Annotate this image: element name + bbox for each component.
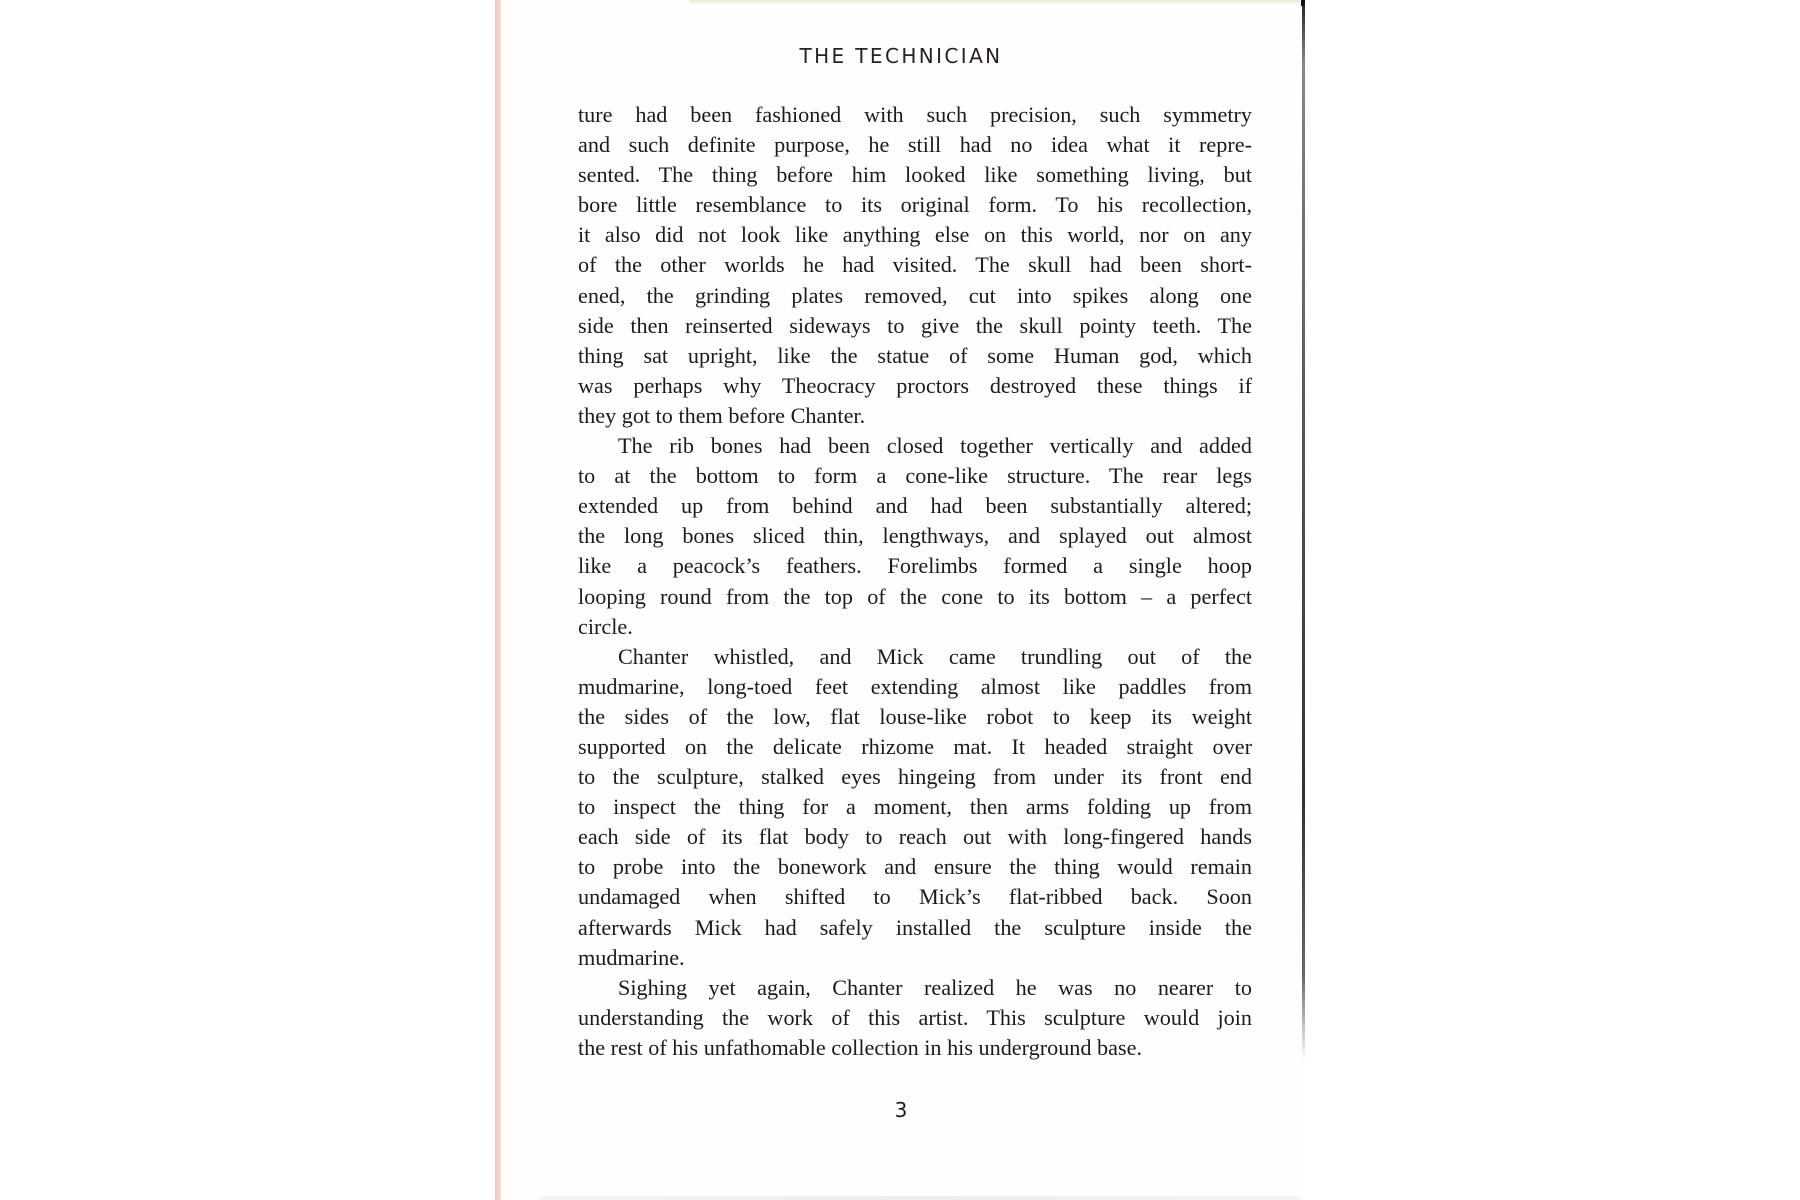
paragraph	[578, 100, 1252, 431]
text-line: mudmarine, long-toed feet extending almost like paddles from	[578, 673, 1252, 699]
text-line: Sighing yet again, Chanter realized he was no nearer to	[618, 974, 1252, 1000]
page-corner-mark	[1301, 0, 1305, 6]
text-line: to probe into the bonework and ensure the thing would remain	[578, 854, 1252, 880]
text-line: Chanter whistled, and Mick came trundling out of the	[618, 643, 1252, 669]
text-line: undamaged when shifted to Mick’s flat-ribbed back. Soon	[578, 884, 1252, 910]
paragraph	[578, 973, 1252, 1063]
text-line: circle.	[578, 613, 633, 639]
text-line: each side of its flat body to reach out with long-fingered hands	[578, 824, 1252, 850]
text-line: sented. The thing before him looked like something living, but	[578, 162, 1252, 188]
text-line: it also did not look like anything else on this world, nor on any	[578, 222, 1252, 248]
page-number: 3	[894, 1098, 908, 1122]
text-line: understanding the work of this artist. This sculpture would join	[578, 1004, 1252, 1030]
text-line: The rib bones had been closed together vertically and added	[618, 433, 1252, 459]
text-line: like a peacock’s feathers. Forelimbs formed a single hoop	[578, 553, 1252, 579]
text-line: to inspect the thing for a moment, then arms folding up from	[578, 794, 1252, 820]
text-line: looping round from the top of the cone to its bottom – a perfect	[578, 583, 1252, 609]
text-line: afterwards Mick had safely installed the sculpture inside the	[578, 914, 1252, 940]
text-line: the rest of his unfathomable collection in his underground base.	[578, 1034, 1143, 1060]
text-line: ture had been fashioned with such precision, such symmetry	[578, 102, 1252, 127]
text-line: to the sculpture, stalked eyes hingeing from under its front end	[578, 764, 1252, 790]
text-line: extended up from behind and had been substantially altered;	[578, 493, 1252, 519]
text-line: to at the bottom to form a cone-like structure. The rear legs	[578, 463, 1252, 489]
text-line: and such definite purpose, he still had no idea what it repre-	[578, 132, 1252, 158]
paragraph	[578, 642, 1252, 973]
page-right-edge	[1302, 0, 1305, 1060]
page-bottom-shadow	[540, 1196, 1300, 1200]
text-line: bore little resemblance to its original form. To his recollection,	[578, 192, 1252, 218]
text-line: supported on the delicate rhizome mat. It headed straight over	[578, 733, 1252, 759]
text-line: ened, the grinding plates removed, cut into spikes along one	[578, 282, 1252, 308]
text-line: the long bones sliced thin, lengthways, and splayed out almost	[578, 523, 1252, 549]
text-line: thing sat upright, like the statue of some Human god, which	[578, 342, 1252, 368]
running-head: THE TECHNICIAN	[799, 44, 1003, 68]
text-line: mudmarine.	[578, 944, 685, 970]
text-line: was perhaps why Theocracy proctors destroyed these things if	[578, 372, 1252, 398]
page-left-edge	[495, 0, 501, 1200]
text-line: they got to them before Chanter.	[578, 402, 866, 428]
page-top-shadow	[690, 0, 1300, 4]
text-line: the sides of the low, flat louse-like robot to keep its weight	[578, 703, 1252, 729]
paragraph	[578, 431, 1252, 642]
text-line: side then reinserted sideways to give the skull pointy teeth. The	[578, 312, 1252, 338]
text-line: of the other worlds he had visited. The skull had been short-	[578, 252, 1252, 278]
body-text	[578, 100, 1252, 1063]
